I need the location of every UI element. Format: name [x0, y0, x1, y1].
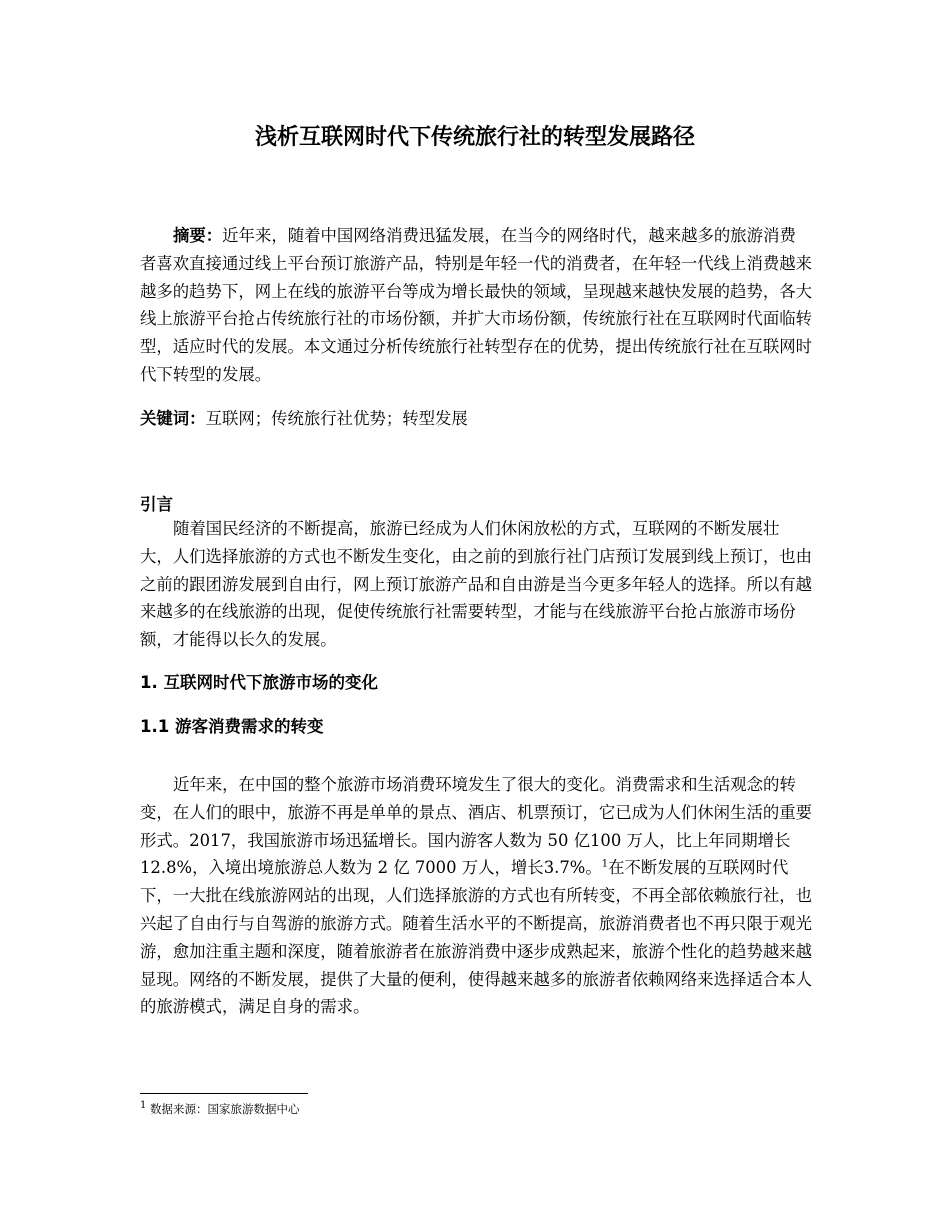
footnote-marker: 1: [140, 1100, 147, 1112]
footnote-separator: [140, 1093, 308, 1094]
intro-text: 随着国民经济的不断提高，旅游已经成为人们休闲放松的方式，互联网的不断发展壮大，人们选择旅游的方式也不断发生变化，由之前的到旅行社门店预订发展到线上预订，也由之前的跟团游发展到自由行，网上预订旅游产品和自由游是当今更多年轻人的选择。所以有越来越多的在线旅游的出现，促使传统旅行社需要转型，才能与在线旅游平台抢占旅游市场份额，才能得以长久的发展。: [140, 519, 813, 650]
footnote: [140, 1100, 300, 1118]
section-1-1-text-part2: 在不断发展的互联网时代下，一大批在线旅游网站的出现，人们选择旅游的方式也有所转变，不再全部依赖旅行社，也兴起了自由行与自驾游的旅游方式。随着生活水平的不断提高，旅游消费者也不再只限于观光游，愈加注重主题和深度，随着旅游者在旅游消费中逐步成熟起来，旅游个性化的趋势越来越显现。网络的不断发展，提供了大量的便利，使得越来越多的旅游者依赖网络来选择适合本人的旅游模式，满足自身的需求。: [140, 858, 813, 1017]
abstract-label: 摘要：: [173, 226, 223, 245]
section-1-1-text-part1: 近年来，在中国的整个旅游市场消费环境发生了很大的变化。消费需求和生活观念的转变，在人们的眼中，旅游不再是单单的景点、酒店、机票预订，它已成为人们休闲生活的重要形式。2017，我国旅游市场迅猛增长。国内游客人数为 50 亿100 万人，比上年同期增长 12.8%，入境出境旅游总人数为 2 亿 7000 万人，增长3.7%。: [140, 775, 813, 878]
page-title: 浅析互联网时代下传统旅行社的转型发展路径: [254, 125, 695, 150]
abstract-text: 近年来，随着中国网络消费迅猛发展，在当今的网络时代，越来越多的旅游消费者喜欢直接通过线上平台预订旅游产品，特别是年轻一代的消费者，在年轻一代线上消费越来越多的趋势下，网上在线的旅游平台等成为增长最快的领域，呈现越来越快发展的趋势，各大线上旅游平台抢占传统旅行社的市场份额，并扩大市场份额，传统旅行社在互联网时代面临转型，适应时代的发展。本文通过分析传统旅行社转型存在的优势，提出传统旅行社在互联网时代下转型的发展。: [140, 226, 813, 384]
section-1-heading: 1. 互联网时代下旅游市场的变化: [140, 673, 378, 692]
intro-heading: 引言: [140, 495, 173, 514]
section-1-1-heading: 1.1 游客消费需求的转变: [140, 717, 324, 736]
keywords-label: 关键词：: [140, 409, 206, 428]
footnote-reference[interactable]: 1: [601, 858, 609, 870]
footnote-text: 数据来源：国家旅游数据中心: [146, 1102, 300, 1116]
keywords-paragraph: [140, 405, 812, 433]
keywords-text: 互联网；传统旅行社优势；转型发展: [205, 409, 468, 428]
abstract-paragraph: [140, 222, 812, 389]
section-1-1-paragraph: [140, 771, 812, 1021]
intro-paragraph: [140, 515, 812, 654]
